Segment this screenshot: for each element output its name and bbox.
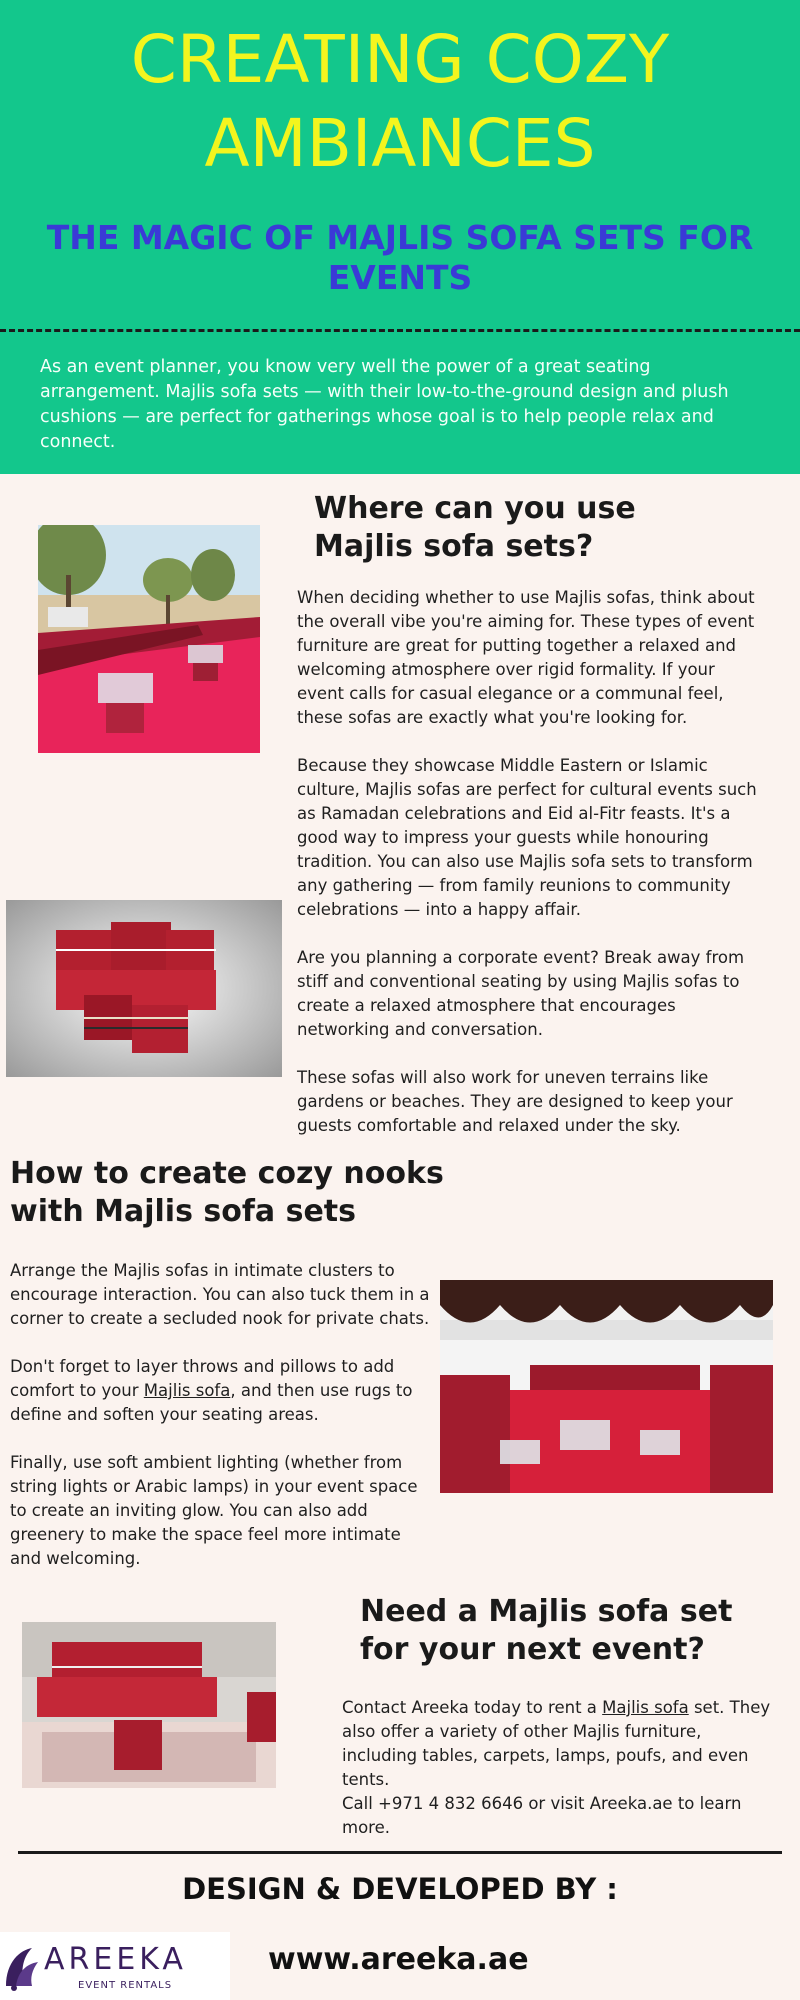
section2-paragraph: Finally, use soft ambient lighting (whether from string lights or Arabic lamps) in your event space to create an inviting glow. You can also add greenery to make the space feel more intimate and welcoming. — [10, 1453, 418, 1568]
section1-body — [297, 586, 767, 1162]
majlis-sofa-link[interactable]: Majlis sofa — [602, 1698, 689, 1717]
website-link[interactable]: www.areeka.ae — [268, 1942, 529, 1977]
footer-divider — [18, 1851, 782, 1854]
section2-heading — [10, 1155, 444, 1231]
logo-mark-icon — [2, 1942, 42, 1992]
section1-heading — [314, 490, 636, 566]
section3-contact: Call +971 4 832 6646 or visit Areeka.ae to learn more. — [342, 1794, 742, 1837]
section1-paragraph: When deciding whether to use Majlis sofas, think about the overall vibe you're aiming for. These types of event furniture are great for putting together a relaxed and welcoming atmosphere over rigid formality. If your event calls for casual elegance or a communal feel, these sofas are exactly what you're looking for. — [297, 588, 755, 727]
section1-paragraph: Are you planning a corporate event? Break away from stiff and conventional seating by using Majlis sofas to create a relaxed atmosphere that encourages networking and conversation. — [297, 948, 745, 1039]
page-subtitle: THE MAGIC OF MAJLIS SOFA SETS FOR EVENTS — [46, 218, 754, 297]
section1-paragraph: These sofas will also work for uneven terrains like gardens or beaches. They are designed to keep your guests comfortable and relaxed under the sky. — [297, 1068, 733, 1135]
section3-heading — [360, 1593, 732, 1669]
areeka-logo[interactable] — [0, 1932, 230, 2000]
section2-paragraph: Don't forget to layer throws and pillows to add comfort to your Majlis sofa, and then use rugs to define and soften your seating areas. — [10, 1357, 413, 1424]
section2-heading-line1: How to create cozy nooks — [10, 1156, 444, 1191]
section3-body — [342, 1696, 772, 1840]
intro-text: As an event planner, you know very well the power of a great seating arrangement. Majlis sofa sets — with their low-to-the-ground design and plush cushions — are perfect for gatherings whose goal is to help people relax and connect. — [40, 357, 729, 452]
section3-heading-line1: Need a Majlis sofa set — [360, 1594, 733, 1629]
majlis-sofa-rug-photo — [22, 1622, 276, 1788]
page-title — [0, 18, 800, 186]
dashed-divider — [0, 329, 800, 332]
footer-title: DESIGN & DEVELOPED BY : — [182, 1872, 618, 1906]
section2-heading-line2: with Majlis sofa sets — [10, 1194, 356, 1229]
section3-heading-line2: for your next event? — [360, 1632, 705, 1667]
tent-majlis-photo — [440, 1280, 773, 1493]
section1-heading-line1: Where can you use — [314, 491, 636, 526]
majlis-sofa-link[interactable]: Majlis sofa — [143, 1381, 231, 1400]
section3-paragraph: Contact Areeka today to rent a Majlis sofa set. They also offer a variety of other Majlis furniture, including tables, carpets, lamps, poufs, and even tents. — [342, 1698, 771, 1789]
section1-paragraph: Because they showcase Middle Eastern or Islamic culture, Majlis sofas are perfect for cultural events such as Ramadan celebrations and Eid al-Fitr feasts. It's a good way to impress your guests while honouring tradition. You can also use Majlis sofa sets to transform any gathering — from family reunions to community celebrations — into a happy affair. — [297, 756, 757, 919]
title-line-2: AMBIANCES — [204, 105, 596, 182]
outdoor-majlis-photo — [38, 525, 260, 753]
logo-wordmark: AREEKA — [44, 1942, 187, 1977]
majlis-armchairs-photo — [6, 900, 282, 1077]
section2-body — [10, 1259, 432, 1595]
section1-heading-line2: Majlis sofa sets? — [314, 529, 594, 564]
section2-paragraph: Arrange the Majlis sofas in intimate clusters to encourage interaction. You can also tuck them in a corner to create a secluded nook for private chats. — [10, 1261, 430, 1328]
title-line-1: CREATING COZY — [130, 21, 670, 98]
logo-tagline: EVENT RENTALS — [78, 1980, 173, 1991]
